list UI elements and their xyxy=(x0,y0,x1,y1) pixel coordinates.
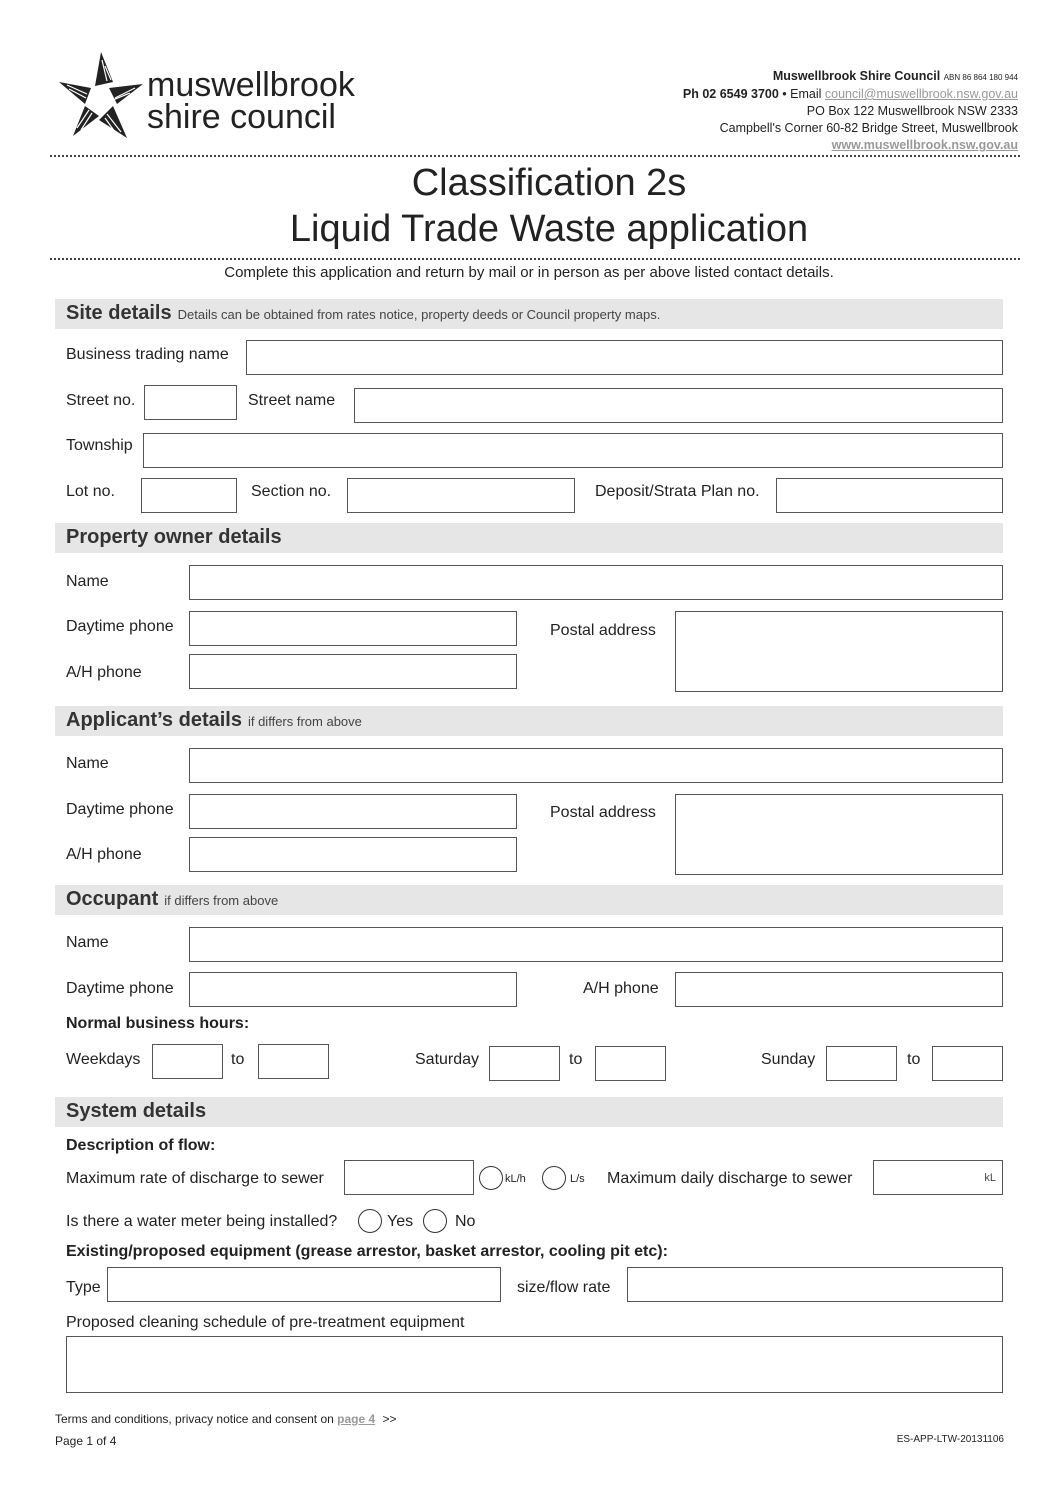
page-title xyxy=(0,160,1058,252)
applicant-subheading: if differs from above xyxy=(247,714,362,729)
title-line-1: Classification 2s xyxy=(411,162,687,204)
unit-ls-label: L/s xyxy=(570,1173,585,1185)
applicant-name-field[interactable] xyxy=(189,748,1003,783)
business-name-field[interactable] xyxy=(246,340,1003,375)
occupant-name-label: Name xyxy=(66,934,109,951)
meter-yes-label: Yes xyxy=(387,1213,414,1230)
title-line-2: Liquid Trade Waste application xyxy=(289,208,809,250)
divider-bottom xyxy=(50,258,1020,260)
owner-name-field[interactable] xyxy=(189,565,1003,600)
occupant-heading: Occupant xyxy=(66,888,159,910)
footer-terms xyxy=(55,1412,397,1426)
lot-no-label: Lot no. xyxy=(66,483,115,500)
form-code: ES-APP-LTW-20131106 xyxy=(896,1434,1004,1445)
weekdays-from-field[interactable] xyxy=(152,1044,223,1079)
saturday-to-field[interactable] xyxy=(595,1046,666,1081)
terms-arrows: >> xyxy=(382,1412,397,1426)
page-number: Page 1 of 4 xyxy=(55,1434,117,1448)
applicant-name-label: Name xyxy=(66,755,109,772)
section-applicant-details xyxy=(55,706,1003,736)
unit-klh-radio[interactable] xyxy=(479,1166,503,1190)
contact-org: Muswellbrook Shire Council xyxy=(772,69,941,83)
applicant-day-phone-field[interactable] xyxy=(189,794,517,829)
max-rate-label: Maximum rate of discharge to sewer xyxy=(66,1170,324,1187)
contact-phone: Ph 02 6549 3700 xyxy=(682,87,779,101)
star-logo-icon xyxy=(55,48,147,144)
sunday-from-field[interactable] xyxy=(826,1046,897,1081)
water-meter-question: Is there a water meter being installed? xyxy=(66,1213,338,1230)
meter-no-radio[interactable] xyxy=(423,1209,447,1233)
system-heading: System details xyxy=(66,1100,207,1122)
sunday-to-field[interactable] xyxy=(932,1046,1003,1081)
township-label: Township xyxy=(66,437,133,454)
sunday-to-label: to xyxy=(907,1051,921,1068)
max-daily-unit: kL xyxy=(984,1172,996,1184)
plan-no-field[interactable] xyxy=(776,478,1003,513)
saturday-from-field[interactable] xyxy=(489,1046,560,1081)
cleaning-schedule-label: Proposed cleaning schedule of pre-treatment equipment xyxy=(66,1314,465,1331)
equipment-size-field[interactable] xyxy=(627,1267,1003,1302)
section-no-label: Section no. xyxy=(251,483,332,500)
saturday-label: Saturday xyxy=(415,1051,480,1068)
equipment-type-label: Type xyxy=(66,1279,101,1296)
street-name-field[interactable] xyxy=(354,388,1003,423)
occupant-ah-phone-field[interactable] xyxy=(675,972,1003,1007)
owner-name-label: Name xyxy=(66,573,109,590)
cleaning-schedule-field[interactable] xyxy=(66,1336,1003,1393)
max-rate-field[interactable] xyxy=(344,1160,474,1195)
applicant-day-phone-label: Daytime phone xyxy=(66,801,174,818)
intro-text: Complete this application and return by mail or in person as per above listed contact details. xyxy=(224,264,834,281)
logo-line-2: shire council xyxy=(147,98,336,136)
section-system-details xyxy=(55,1097,1003,1127)
section-site-details xyxy=(55,299,1003,329)
occupant-subheading: if differs from above xyxy=(164,893,279,908)
business-hours-heading: Normal business hours: xyxy=(66,1015,250,1032)
equipment-size-label: size/flow rate xyxy=(517,1279,611,1296)
contact-abn: ABN 86 864 180 944 xyxy=(943,73,1018,82)
divider-top xyxy=(50,155,1020,157)
equipment-heading: Existing/proposed equipment (grease arrestor, basket arrestor, cooling pit etc): xyxy=(66,1243,668,1260)
weekdays-label: Weekdays xyxy=(66,1051,141,1068)
contact-web-link[interactable]: www.muswellbrook.nsw.gov.au xyxy=(831,138,1018,152)
contact-email-link[interactable]: council@muswellbrook.nsw.gov.au xyxy=(824,87,1018,101)
owner-day-phone-field[interactable] xyxy=(189,611,517,646)
flow-heading: Description of flow: xyxy=(66,1137,216,1154)
street-name-label: Street name xyxy=(248,392,336,409)
applicant-heading: Applicant’s details xyxy=(66,709,242,731)
equipment-type-field[interactable] xyxy=(107,1267,501,1302)
contact-phone-line xyxy=(683,86,1018,103)
section-owner-details xyxy=(55,523,1003,553)
contact-org-line xyxy=(683,68,1018,86)
business-name-label: Business trading name xyxy=(66,346,229,363)
meter-no-label: No xyxy=(455,1213,476,1230)
max-daily-label: Maximum daily discharge to sewer xyxy=(607,1170,853,1187)
applicant-ah-phone-label: A/H phone xyxy=(66,846,142,863)
max-daily-field[interactable] xyxy=(873,1160,1003,1195)
plan-no-label: Deposit/Strata Plan no. xyxy=(595,483,760,500)
section-no-field[interactable] xyxy=(347,478,575,513)
site-subheading: Details can be obtained from rates notice, property deeds or Council property maps. xyxy=(177,307,661,322)
sunday-label: Sunday xyxy=(761,1051,816,1068)
weekdays-to-field[interactable] xyxy=(258,1044,329,1079)
lot-no-field[interactable] xyxy=(141,478,237,513)
owner-ah-phone-label: A/H phone xyxy=(66,664,142,681)
township-field[interactable] xyxy=(143,433,1003,468)
terms-text: Terms and conditions, privacy notice and consent on xyxy=(55,1412,334,1426)
saturday-to-label: to xyxy=(569,1051,583,1068)
contact-po-box: PO Box 122 Muswellbrook NSW 2333 xyxy=(806,104,1018,118)
applicant-postal-label: Postal address xyxy=(550,804,656,821)
applicant-ah-phone-field[interactable] xyxy=(189,837,517,872)
contact-block xyxy=(683,68,1018,154)
occupant-name-field[interactable] xyxy=(189,927,1003,962)
contact-street: Campbell's Corner 60-82 Bridge Street, Muswellbrook xyxy=(719,121,1018,135)
street-no-field[interactable] xyxy=(144,385,237,420)
owner-heading: Property owner details xyxy=(66,526,282,548)
applicant-postal-field[interactable] xyxy=(675,794,1003,875)
occupant-day-phone-field[interactable] xyxy=(189,972,517,1007)
page-4-link[interactable]: page 4 xyxy=(337,1412,376,1426)
section-occupant xyxy=(55,885,1003,915)
weekdays-to-label: to xyxy=(231,1051,245,1068)
occupant-day-phone-label: Daytime phone xyxy=(66,980,174,997)
contact-email-label: • Email xyxy=(782,87,822,101)
street-no-label: Street no. xyxy=(66,392,136,409)
occupant-ah-phone-label: A/H phone xyxy=(583,980,659,997)
unit-ls-radio[interactable] xyxy=(542,1166,566,1190)
site-heading: Site details xyxy=(66,302,172,324)
council-logo xyxy=(55,48,375,144)
owner-postal-field[interactable] xyxy=(675,611,1003,692)
meter-yes-radio[interactable] xyxy=(358,1209,382,1233)
owner-ah-phone-field[interactable] xyxy=(189,654,517,689)
unit-klh-label: kL/h xyxy=(505,1173,526,1185)
owner-day-phone-label: Daytime phone xyxy=(66,618,174,635)
logo-line-1: muswellbrook xyxy=(147,66,355,104)
owner-postal-label: Postal address xyxy=(550,622,656,639)
